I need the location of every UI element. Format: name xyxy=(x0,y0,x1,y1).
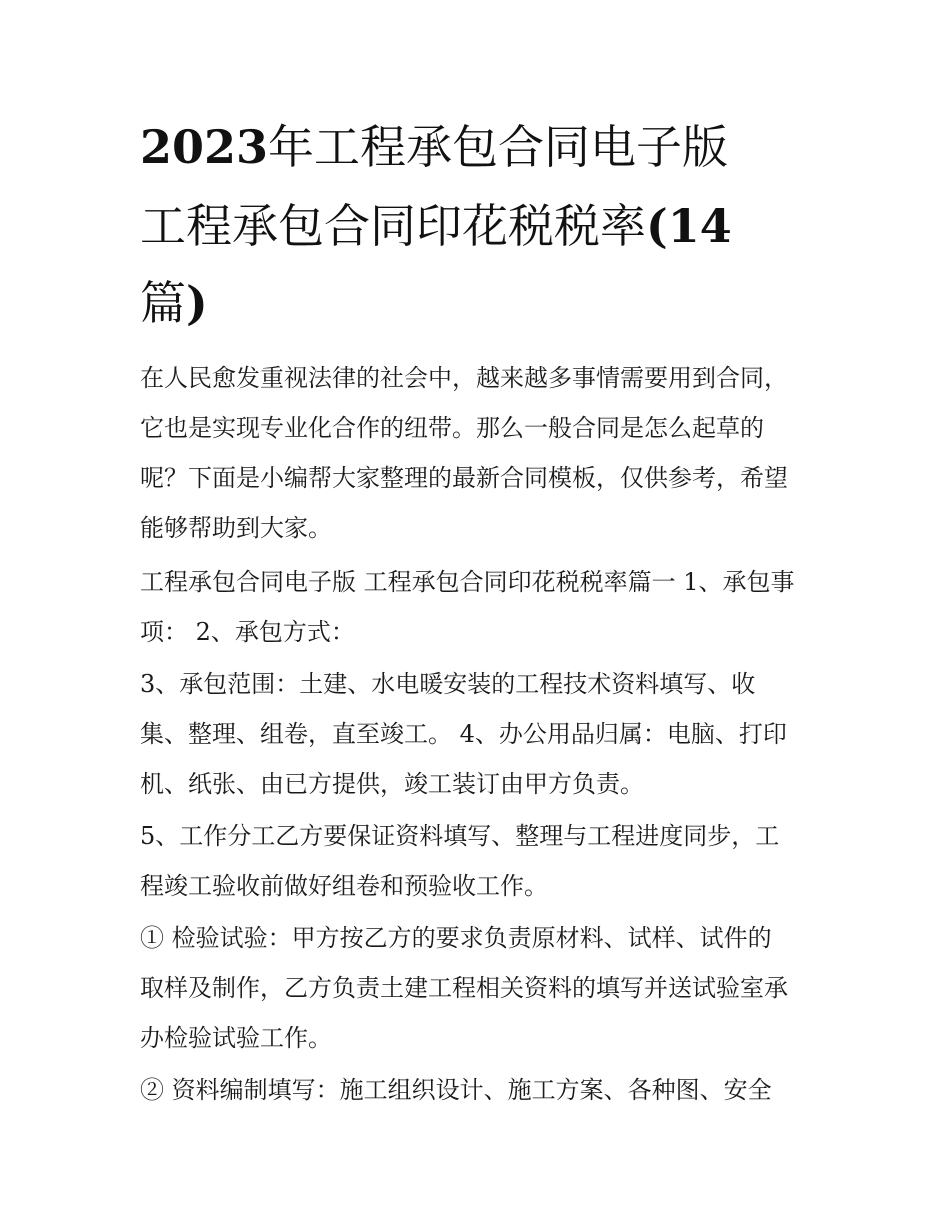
title-line-1 xyxy=(140,120,729,174)
body-line-6: 项： 2、承包方式： xyxy=(140,618,355,646)
title-year: 2023 xyxy=(140,120,269,174)
body-line-14: 办检验试验工作。 xyxy=(140,1024,332,1052)
body-line-1: 在人民愈发重视法律的社会中，越来越多事情需要用到合同， xyxy=(140,364,788,392)
body-line-5: 工程承包合同电子版 工程承包合同印花税税率篇一 1、承包事 xyxy=(140,568,795,596)
title-line-3-text: 篇 xyxy=(140,276,186,330)
body-line-8: 集、整理、组卷，直至竣工。 4、办公用品归属：电脑、打印 xyxy=(140,720,787,748)
body-line-9: 机、纸张、由已方提供，竣工装订由甲方负责。 xyxy=(140,770,644,798)
body-line-13: 取样及制作，乙方负责土建工程相关资料的填写并送试验室承 xyxy=(140,974,788,1002)
title-count: (14 xyxy=(646,199,732,253)
body-line-2: 它也是实现专业化合作的纽带。那么一般合同是怎么起草的 xyxy=(140,414,764,442)
body-line-7: 3、承包范围：土建、水电暖安装的工程技术资料填写、收 xyxy=(140,670,756,698)
title-line-1-text: 年工程承包合同电子版 xyxy=(268,120,729,174)
title-line-2 xyxy=(140,199,732,253)
title-line-3 xyxy=(140,276,208,330)
body-line-12: ① 检验试验：甲方按乙方的要求负责原材料、试样、试件的 xyxy=(140,924,772,952)
body-line-10: 5、工作分工乙方要保证资料填写、整理与工程进度同步，工 xyxy=(140,822,780,850)
body-line-3: 呢？下面是小编帮大家整理的最新合同模板，仅供参考，希望 xyxy=(140,464,788,492)
title-close-paren: ) xyxy=(186,276,208,330)
body-line-15: ② 资料编制填写：施工组织设计、施工方案、各种图、安全 xyxy=(140,1076,772,1104)
body-line-11: 程竣工验收前做好组卷和预验收工作。 xyxy=(140,872,548,900)
title-line-2-text: 工程承包合同印花税税率 xyxy=(140,199,646,253)
body-line-4: 能够帮助到大家。 xyxy=(140,514,332,542)
